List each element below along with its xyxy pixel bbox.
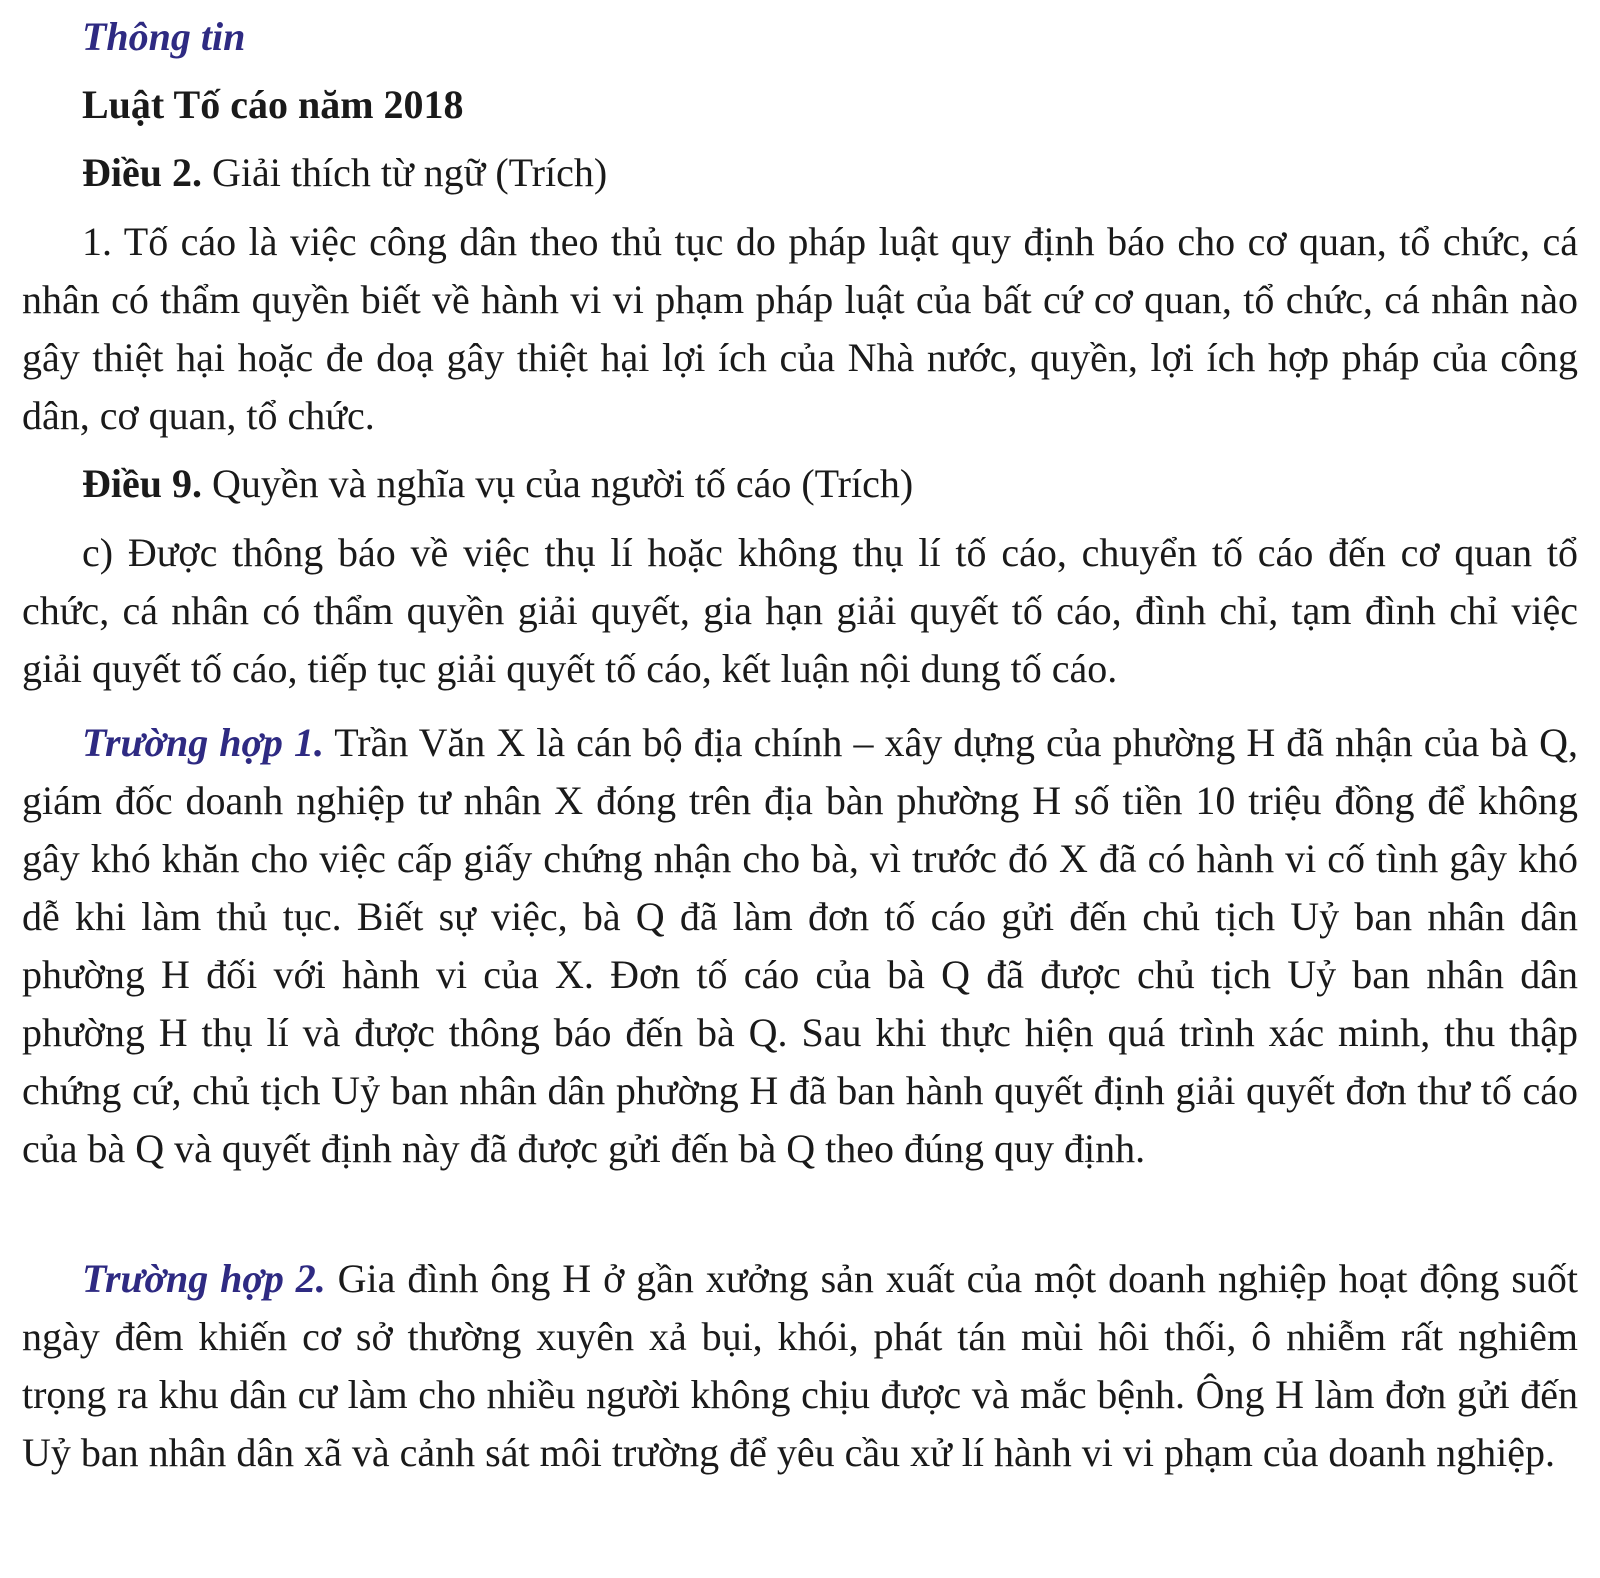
law-title: Luật Tố cáo năm 2018: [82, 82, 464, 127]
article-9-title: Quyền và nghĩa vụ của người tố cáo (Trích): [212, 461, 914, 506]
article-2-heading: [82, 148, 1600, 198]
article-9-clause-c: c) Được thông báo về việc thụ lí hoặc không thụ lí tố cáo, chuyển tố cáo đến cơ quan tổ chức, cá nhân có thẩm quyền giải quyết, gia hạn giải quyết tố cáo, đình chỉ, tạm đình chỉ việc giải quyết tố cáo, tiếp tục giải quyết tố cáo, kết luận nội dung tố cáo.: [22, 530, 1578, 691]
case-2-text: Gia đình ông H ở gần xưởng sản xuất của một doanh nghiệp hoạt động suốt ngày đêm khiến cơ sở thường xuyên xả bụi, khói, phát tán mùi hôi thối, ô nhiễm rất nghiêm trọng ra khu dân cư làm cho nhiều người không chịu được và mắc bệnh. Ông H làm đơn gửi đến Uỷ ban nhân dân xã và cảnh sát môi trường để yêu cầu xử lí hành vi vi phạm của doanh nghiệp.: [22, 1256, 1579, 1475]
case-1-label: Trường hợp 1.: [82, 720, 324, 765]
article-9-heading: [82, 459, 1600, 509]
section-heading: Thông tin: [82, 14, 246, 59]
article-9-number: Điều 9.: [82, 461, 202, 506]
article-2-title: Giải thích từ ngữ (Trích): [212, 150, 608, 195]
case-2-paragraph: [22, 1250, 1578, 1482]
article-2-clause-1: 1. Tố cáo là việc công dân theo thủ tục do pháp luật quy định báo cho cơ quan, tổ chức, cá nhân có thẩm quyền biết về hành vi vi phạm pháp luật của bất cứ cơ quan, tổ chức, cá nhân nào gây thiệt hại hoặc đe doạ gây thiệt hại lợi ích của Nhà nước, quyền, lợi ích hợp pháp của công dân, cơ quan, tổ chức.: [22, 219, 1578, 438]
case-2-label: Trường hợp 2.: [82, 1256, 326, 1301]
article-2-number: Điều 2.: [82, 150, 202, 195]
case-1-paragraph: [22, 714, 1578, 1178]
case-1-text: Trần Văn X là cán bộ địa chính – xây dựng của phường H đã nhận của bà Q, giám đốc doanh nghiệp tư nhân X đóng trên địa bàn phường H số tiền 10 triệu đồng để không gây khó khăn cho việc cấp giấy chứng nhận cho bà, vì trước đó X đã có hành vi cố tình gây khó dễ khi làm thủ tục. Biết sự việc, bà Q đã làm đơn tố cáo gửi đến chủ tịch Uỷ ban nhân dân phường H đối với hành vi của X. Đơn tố cáo của bà Q đã được chủ tịch Uỷ ban nhân dân phường H thụ lí và được thông báo đến bà Q. Sau khi thực hiện quá trình xác minh, thu thập chứng cứ, chủ tịch Uỷ ban nhân dân phường H đã ban hành quyết định giải quyết đơn thư tố cáo của bà Q và quyết định này đã được gửi đến bà Q theo đúng quy định.: [22, 720, 1578, 1171]
